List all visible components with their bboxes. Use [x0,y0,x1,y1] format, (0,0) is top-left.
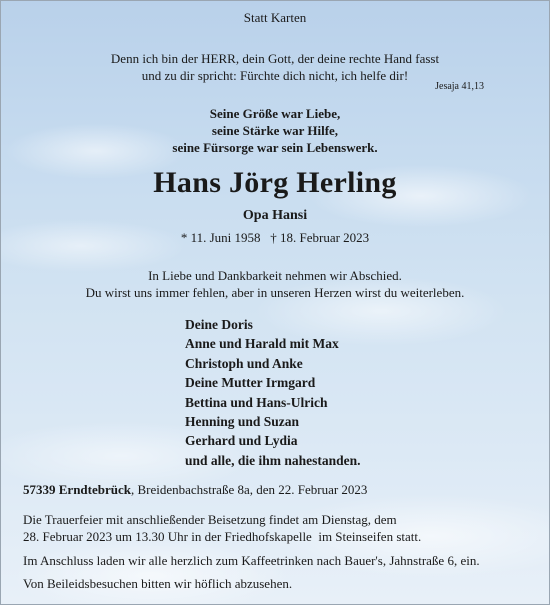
verse-reference: Jesaja 41,13 [435,81,484,92]
coffee-invitation: Im Anschluss laden wir alle herzlich zum Kaffeetrinken nach Bauer's, Jahnstraße 6, ein. [23,553,480,568]
mourner-entry: Deine Doris [185,317,253,332]
farewell-line-1: In Liebe und Dankbarkeit nehmen wir Abschied. [148,268,402,283]
mourner-entry: Deine Mutter Irmgard [185,375,316,391]
tribute-line-1: Seine Größe war Liebe, [209,106,341,121]
condolence-note: Von Beileidsbesuchen bitten wir höflich abzusehen. [23,576,293,591]
tribute-line-2: seine Stärke war Hilfe, [211,123,339,138]
mourner-entry: Bettina und Hans-Ulrich [185,394,328,410]
deceased-nickname: Opa Hansi [242,208,308,223]
funeral-line-2: 28. Februar 2023 um 13.30 Uhr in der Friedhofskapelle im Steinseifen statt. [23,529,422,544]
mourner-entry: Christoph und Anke [185,355,303,371]
mourner-entry: Anne und Harald mit Max [185,336,339,352]
farewell-line-2: Du wirst uns immer fehlen, aber in unseren Herzen wirst du weiterleben. [85,285,465,300]
address-line [23,481,367,498]
tribute-line-3: seine Fürsorge war sein Lebenswerk. [172,140,378,155]
life-dates: * 11. Juni 1958 † 18. Februar 2023 [180,230,370,245]
address-town: 57339 Erndtebrück [23,482,131,497]
address-rest: , Breidenbachstraße 8a, den 22. Februar 2023 [130,482,368,497]
mourner-entry: Gerhard und Lydia [185,433,298,449]
verse-line-1: Denn ich bin der HERR, dein Gott, der deine rechte Hand fasst [110,51,440,66]
header-label: Statt Karten [243,10,307,25]
funeral-line-1: Die Trauerfeier mit anschließender Beisetzung findet am Dienstag, dem [23,512,397,527]
mourner-entry: Henning und Suzan [185,414,300,430]
deceased-name: Hans Jörg Herling [153,166,397,199]
verse-line-2: und zu dir spricht: Fürchte dich nicht, ich helfe dir! [141,68,409,83]
mourners-list [185,315,361,470]
mourner-entry: und alle, die ihm nahestanden. [185,452,361,468]
